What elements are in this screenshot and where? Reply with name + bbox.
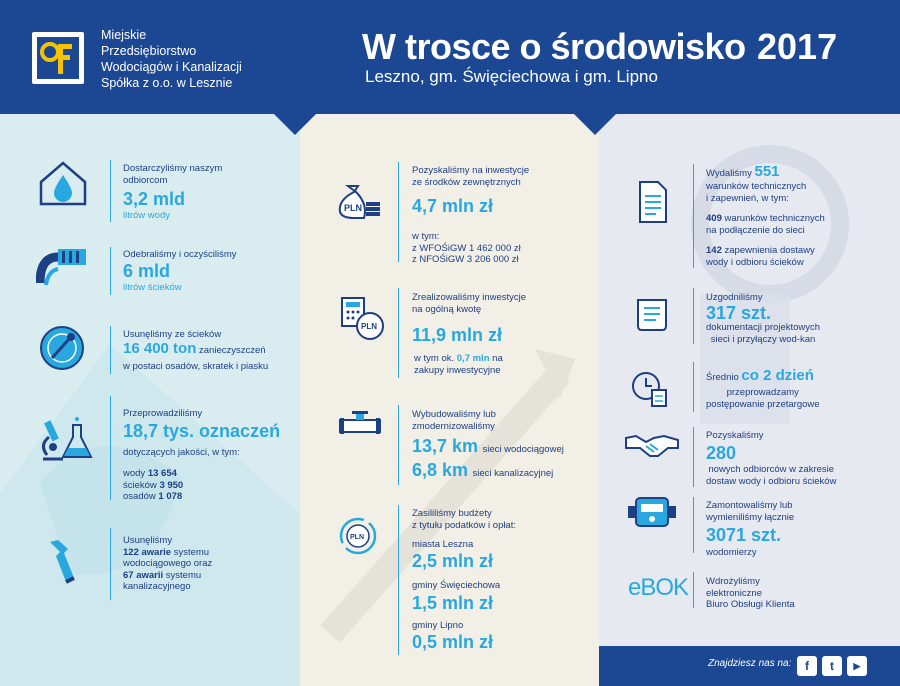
investments-sub-post: na (492, 353, 503, 364)
lab-item (123, 480, 183, 492)
divider (693, 497, 694, 553)
network-value-water: 13,7 km (412, 436, 479, 456)
water-text-line: odbiorcom (123, 174, 168, 186)
company-logo (32, 32, 84, 84)
pollution-filter-icon (38, 324, 86, 372)
sewage-unit: litrów ścieków (123, 282, 182, 293)
page-title: W trosce o środowisko (362, 26, 746, 67)
customers-text: Pozyskaliśmy (706, 430, 764, 441)
divider (693, 362, 694, 412)
wrench-icon (44, 538, 84, 586)
divider (110, 247, 111, 295)
customers-sub (706, 464, 836, 487)
meters-value: 3071 szt. (706, 525, 782, 545)
network-text (412, 409, 496, 432)
pln-cycle-icon (338, 516, 378, 556)
water-unit: litrów wody (123, 210, 170, 221)
lab-item-value: 3 950 (159, 479, 184, 491)
divider (693, 572, 694, 608)
failures-bold: 67 awarii (123, 569, 164, 581)
funding-sub-line: z NFOŚiGW 3 206 000 zł (412, 254, 519, 265)
lab-item-label: ścieków (123, 479, 157, 491)
pollution-text2: w postaci osadów, skratek i piasku (123, 361, 269, 372)
page-subtitle: Leszno, gm. Święciechowa i gm. Lipno (365, 67, 658, 86)
documents-icon (636, 180, 670, 224)
divider (693, 164, 694, 268)
lab-item-value: 1 078 (158, 491, 183, 502)
investments-sub (414, 353, 503, 376)
funding-text-line: ze środków zewnętrznych (412, 176, 521, 188)
conditions-pre: Wydaliśmy (706, 168, 752, 179)
conditions-head (706, 163, 780, 180)
agreed-value: 317 szt. (706, 303, 772, 323)
conditions-b-rest: zapewnienia dostawy (724, 245, 815, 256)
water-text-line: Dostarczyliśmy naszym (123, 163, 223, 174)
conditions-text-line: i zapewnień, w tym: (706, 192, 789, 204)
investments-sub-line (414, 353, 503, 365)
lab-item (123, 468, 183, 480)
customers-sub-line: dostaw wody i odbioru ścieków (706, 475, 837, 487)
agreed-sub-line: dokumentacji projektowych (706, 322, 821, 333)
agreed-sub (706, 322, 820, 345)
conditions-a-bold: 409 (706, 213, 722, 224)
tax-item-label: gminy Święciechowa (412, 580, 501, 591)
failures-rest: systemu (173, 546, 210, 558)
customers-sub-line: nowych odbiorców w zakresie (708, 464, 835, 475)
failures-line: Usunęliśmy (123, 535, 173, 546)
agreed-sub-line: sieci i przyłączy wod-kan (710, 333, 816, 345)
taxes-text (412, 508, 516, 531)
conditions-a (706, 213, 825, 236)
ebok-text (706, 576, 795, 611)
sewage-pipe-icon (36, 245, 92, 287)
company-name-line: Przedsiębiorstwo (101, 44, 197, 58)
water-text (123, 163, 222, 186)
company-name-line: Spółka z o.o. w Lesznie (101, 76, 233, 90)
agreed-text: Uzgodniliśmy (706, 292, 763, 303)
facebook-icon[interactable]: f (797, 656, 817, 676)
meters-text-line: wymieniliśmy łącznie (706, 511, 795, 523)
investments-sub-value: 0,7 mln (456, 353, 490, 364)
lab-value: 18,7 tys. oznaczeń (123, 421, 281, 441)
conditions-b-line: wody i odbioru ścieków (706, 256, 804, 268)
social-label: Znajdziesz nas na: (708, 658, 792, 669)
investments-text (412, 292, 526, 315)
tax-item-label: miasta Leszna (412, 539, 474, 550)
conditions-a-line (706, 213, 825, 225)
pln-cycle-label: PLN (350, 534, 364, 541)
tender-head (706, 367, 814, 384)
water-meter-icon (626, 496, 678, 528)
investments-text-line: na ogólną kwotę (412, 303, 482, 315)
investments-sub-line: zakupy inwestycyjne (414, 364, 501, 376)
calculator-pln-icon (340, 296, 386, 342)
calculator-label: PLN (361, 322, 377, 331)
failures-rest: systemu (165, 569, 202, 581)
money-bag-pln-icon (334, 178, 384, 220)
tender-sub (706, 387, 820, 410)
tender-sub-line: przeprowadzamy (726, 387, 799, 398)
scroll-icon (632, 296, 672, 332)
ebok-text-line: elektroniczne (706, 587, 762, 599)
house-water-drop-icon (38, 160, 88, 206)
network-row-sewer (412, 460, 553, 481)
tender-sub-line: postępowanie przetargowe (706, 398, 820, 410)
funding-value: 4,7 mln zł (412, 196, 494, 216)
conditions-b-bold: 142 (706, 245, 722, 256)
tax-item-value: 1,5 mln zł (412, 593, 494, 613)
pollution-value-suffix: zanieczyszczeń (199, 345, 266, 356)
youtube-icon[interactable]: ▶ (847, 656, 867, 676)
failures-line: kanalizacyjnego (123, 581, 191, 592)
divider (398, 505, 399, 655)
header-notch-left (273, 113, 317, 135)
tender-value: co 2 dzień (741, 367, 814, 384)
tax-item-value: 0,5 mln zł (412, 632, 494, 652)
lab-item (123, 491, 183, 503)
funding-sub-line: z WFOŚiGW 1 462 000 zł (412, 242, 521, 254)
ebok-logo: eBOK (628, 574, 689, 601)
tax-item-value: 2,5 mln zł (412, 551, 494, 571)
funding-text-line: Pozyskaliśmy na inwestycje (412, 165, 530, 176)
conditions-text (706, 181, 806, 204)
pollution-value-row (123, 340, 266, 357)
divider (398, 162, 399, 262)
customers-value: 280 (706, 443, 737, 463)
conditions-value: 551 (754, 163, 780, 180)
pollution-value: 16 400 ton (123, 340, 197, 357)
failures-line (123, 570, 212, 582)
network-row-water (412, 436, 564, 457)
page-year: 2017 (757, 26, 838, 67)
tax-item-label: gminy Lipno (412, 620, 464, 631)
money-bag-label: PLN (344, 203, 362, 213)
water-value: 3,2 mld (123, 189, 186, 209)
conditions-b (706, 245, 815, 268)
divider (110, 528, 111, 600)
twitter-icon[interactable]: t (822, 656, 842, 676)
lab-microscope-icon (33, 415, 95, 463)
investments-sub-pre: w tym ok. (414, 353, 455, 364)
failures-text (123, 535, 212, 593)
clock-document-icon (630, 368, 670, 408)
company-logo-mark (32, 32, 84, 84)
company-name-line: Miejskie (101, 28, 147, 42)
ebok-text-line: Biuro Obsługi Klienta (706, 599, 795, 610)
conditions-a-rest: warunków technicznych (724, 213, 825, 224)
meters-text-line: Zamontowaliśmy lub (706, 500, 793, 511)
network-label-sewer: sieci kanalizacyjnej (472, 468, 554, 479)
funding-sub-line: w tym: (412, 231, 440, 242)
network-text-line: Wybudowaliśmy lub (412, 409, 496, 420)
lab-text2: dotyczących jakości, w tym: (123, 447, 240, 458)
conditions-b-line (706, 245, 815, 257)
network-value-sewer: 6,8 km (412, 460, 469, 480)
conditions-a-line: na podłączenie do sieci (706, 224, 805, 236)
sewage-value: 6 mld (123, 261, 171, 281)
company-name (101, 27, 242, 91)
investments-text-line: Zrealizowaliśmy inwestycje (412, 292, 527, 303)
funding-text (412, 165, 529, 188)
divider (398, 288, 399, 378)
tender-pre: Średnio (706, 372, 739, 383)
divider (110, 326, 111, 374)
failures-bold: 122 awarie (123, 546, 172, 558)
failures-line: wodociągowego oraz (123, 558, 213, 569)
investments-value: 11,9 mln zł (412, 325, 503, 345)
divider (693, 288, 694, 344)
divider (110, 396, 111, 500)
company-name-line: Wodociągów i Kanalizacji (101, 60, 242, 74)
funding-sub (412, 231, 521, 266)
network-label-water: sieci wodociągowej (482, 444, 564, 455)
divider (398, 405, 399, 485)
lab-item-label: wody (123, 468, 146, 479)
handshake-icon (624, 430, 680, 460)
taxes-text-line: Zasililiśmy budżety (412, 508, 492, 519)
valve-pipe-icon (338, 410, 382, 438)
lab-text: Przeprowadziliśmy (123, 408, 203, 419)
failures-line (123, 547, 212, 559)
pollution-text: Usunęliśmy ze ścieków (123, 329, 222, 340)
sewage-text: Odebraliśmy i oczyściliśmy (123, 249, 237, 260)
taxes-text-line: z tytułu podatków i opłat: (412, 519, 517, 531)
meters-sub: wodomierzy (706, 547, 757, 558)
divider (693, 427, 694, 487)
lab-items (123, 468, 183, 503)
header-notch-right (573, 113, 617, 135)
divider (110, 160, 111, 222)
lab-item-value: 13 654 (147, 468, 177, 479)
lab-item-label: osadów (123, 491, 156, 502)
ebok-text-line: Wdrożyliśmy (706, 576, 760, 587)
conditions-text-line: warunków technicznych (706, 181, 807, 192)
meters-text (706, 500, 794, 523)
network-text-line: zmodernizowaliśmy (412, 420, 495, 432)
